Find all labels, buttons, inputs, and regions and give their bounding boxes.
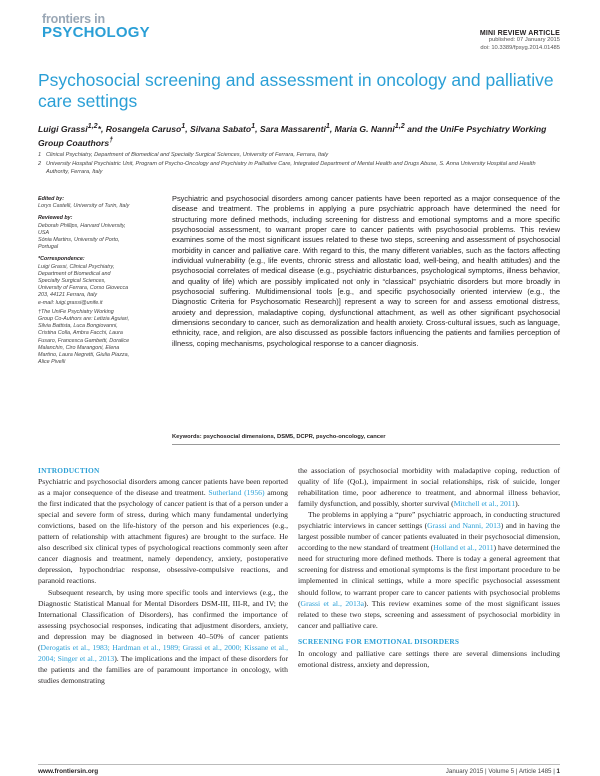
citation-link[interactable]: Grassi et al., 2013a (300, 598, 365, 608)
author-name[interactable]: Luigi Grassi (38, 123, 88, 134)
correspondence-email[interactable]: e-mail: luigi.grassi@unife.it (38, 299, 103, 306)
editor: Lorys Castelli, University of Turin, Italy (38, 203, 130, 210)
author-affiliation-mark: 1,2 (394, 122, 405, 130)
footer-issue: January 2015 | Volume 5 | Article 1485 | (445, 768, 557, 775)
paragraph: Psychiatric and psychosocial disorders among cancer patients have been reported as a major consequence of the disease and treatment. Sutherland (1956) among the first indicated that the psychology of cancer patient is that of a person under a special and severe form of stress, during which many fundamental underlying convictions, based on the life-history of the person and his experiences (e.g., pattern of relationship with attachment figures) are brought to the surface. He also described six clinical types of psychological reactions commonly seen after cancer diagnosis and treatment, namely dependency, anxiety, postoperative depression, hypochondriac response, obsessive-compulsive reactions, and paranoid reactions. (38, 477, 288, 586)
affiliation-item (38, 151, 558, 160)
paragraph: The problems in applying a “pure” psychiatric approach, in conducting structured psychiatric interviews in cancer settings (Grassi and Nanni, 2013) and in having the largest possible number of cancer patients evaluated in their psychosocial dimension, according to the new standard of treatment (Holland et al., 2011) have determined the need for structuring more defined methods. There is today a general agreement that screening for distress and emotional symptoms is the first important procedure to be implemented in clinical settings, while a more specific psychosocial assessment should follow, to warrant proper care to cancer patients with psychosocial problems (Grassi et al., 2013a). This review examines some of the most significant issues related to these two steps, screening and assessment of psychosocial morbidity in cancer and palliative care. (298, 510, 560, 630)
edited-by-label: Edited by: (38, 196, 65, 202)
affiliation-item (38, 160, 558, 177)
affiliation-number: 1 (38, 152, 42, 158)
reviewer: Sónia Martins, University of Porto, Portugal (38, 237, 120, 251)
author-name[interactable]: Sara Massarenti (259, 123, 326, 134)
section-heading-introduction: INTRODUCTION (38, 466, 100, 475)
author-separator: , (185, 123, 190, 134)
reviewer: Deborah Phillips, Harvard University, USA (38, 222, 126, 236)
author-affiliation-mark: 1 (325, 122, 330, 130)
keywords-divider (172, 444, 560, 445)
citation-link[interactable]: Holland et al., 2011 (433, 543, 494, 553)
section-heading-screening: SCREENING FOR EMOTIONAL DISORDERS (298, 636, 460, 646)
footer-issue-info (446, 768, 560, 775)
author-name[interactable]: Maria G. Nanni (334, 123, 395, 134)
affiliations (38, 151, 558, 177)
citation-link[interactable]: Sutherland (1956) (208, 488, 265, 498)
author-separator: and (404, 123, 425, 134)
citation-link[interactable]: Mitchell et al., 2011 (453, 499, 516, 509)
reviewed-by-label: Reviewed by: (38, 215, 73, 222)
body-column-left (38, 465, 288, 686)
correspondence-address: Luigi Grassi, Clinical Psychiatry, Department of Biomedical and Specialty Surgical Sciences, University of Ferrara, Corso Giovecca 203, 44121 Ferrara, Italy (38, 263, 129, 299)
affiliation-text: University Hospital Psychiatric Unit, Program of Psycho-Oncology and Psychiatry in Palliative Care, Integrated Department of Mental Health and Drugs Abuse, S. Anna University Hospital and Health Authority, Ferrara, Italy (46, 160, 536, 176)
author-affiliation-mark: † (109, 136, 114, 145)
article-sidebar (38, 196, 130, 366)
affiliation-text: Clinical Psychiatry, Department of Biomedical and Specialty Surgical Sciences, University of Ferrara, Ferrara, Italy (46, 152, 329, 158)
paragraph: the association of psychosocial morbidity with maladaptive coping, reduction of quality of life (QoL), impairment in social relationships, risk of suicide, longer rehabilitation time, poor adherence to treatment, and abnormal illness behavior, family dysfunction, and possibly, shorter survival (Mitchell et al., 2011). (298, 466, 560, 509)
author-name[interactable]: Silvana Sabato (190, 123, 252, 134)
journal-logo-line2: PSYCHOLOGY (42, 24, 150, 41)
affiliation-number: 2 (38, 160, 42, 167)
journal-logo-line1: frontiers in (42, 12, 105, 26)
coauthors-note: †The UniFe Psychiatry Working Group Co-Authors are: Letizia Aguiari, Silvia Battista, Luca Bongiovanni, Cristina Colla, Ambra Facchi, Laura Fusaro, Francesca Gambetti, Doralice Malanchin, Ciro Marangoni, Elena Martino, Laura Negretti, Giulia Piazza, Alice Pivelli (38, 308, 130, 366)
article-type: MINI REVIEW ARTICLE (479, 30, 560, 37)
article-meta (480, 30, 560, 52)
published-date: published: 07 January 2015 (488, 37, 560, 44)
abstract: Psychiatric and psychosocial disorders among cancer patients have been reported as a major consequence of the disease and treatment. The problems in applying a pure psychiatric approach have determined the need for structuring more defined methods, including screening for distress and emotional symptoms and a more specific psychosocial assessment, to warrant proper care to cancer patients with psychosocial problems. This review examines some of the most significant issues related to these two steps, screening and assessment of psychosocial morbidity in cancer and palliative care. With regard to this, the many different variables, such as the factors affecting individual vulnerability (e.g., life events, chronic stress and allostatic load, well-being, and health attitudes) and the psychosocial correlates of medical disease (e.g., psychiatric disturbances, psychological symptoms, illness behavior, and quality of life) which are possibly implicated not only in “classical” psychiatric disorders but more broadly in psychosocial suffering. Multidimensional tools [e.g., and specific psychosocially oriented interview (e.g., the Diagnostic Criteria for Psychosomatic Research)] represent a way to screen for and assess emotional distress, anxiety and depression, maladaptive coping, dysfunctional attachment, as well as other significant psychosocial dimensions secondary to cancer, such as demoralization and health anxiety. Cross-cultural issues, such as language, ethnicity, race, and religion, are also discussed as possible factors influencing the patients and families perception of illness, coping mechanisms, psychological response to a cancer diagnosis. (172, 194, 560, 348)
citation-link[interactable]: Derogatis et al., 1983; Hardman et al., 1989; Grassi et al., 2000; Kissane et al., 2004; Singer et al., 2013 (38, 642, 288, 663)
author-name[interactable]: the UniFe Psychiatry Working Group Coauthors (38, 123, 547, 149)
author-affiliation-mark: 1 (181, 122, 186, 130)
author-name[interactable]: Rosangela Caruso (105, 123, 182, 134)
keywords: Keywords: psychosocial dimensions, DSM5, DCPR, psycho-oncology, cancer (172, 434, 386, 440)
footer-website[interactable]: www.frontiersin.org (38, 768, 99, 775)
author-list (38, 121, 558, 150)
author-affiliation-mark: 1,2 (87, 122, 98, 130)
author-affiliation-mark: 1 (251, 122, 256, 130)
paragraph: In oncology and palliative care settings there are several dimensions including emotional distress, anxiety and depression, (298, 648, 560, 669)
author-separator: , (255, 123, 260, 134)
paragraph: Subsequent research, by using more specific tools and interviews (e.g., the Diagnostic Statistical Manual for Mental Disorders DSM-III, III-R, and IV; the International Classification of Disorders), has confirmed the importance of assessing psychosocial responses, indicating that adjustment disorders, anxiety, and depression may be diagnosed in between 40–50% of cancer patients (Derogatis et al., 1983; Hardman et al., 1989; Grassi et al., 2000; Kissane et al., 2004; Singer et al., 2013). The implications and the impact of these disorders for the patients and the families are of paramount importance in oncology, with studies demonstrating (38, 587, 289, 685)
author-separator: , (100, 123, 106, 134)
correspondence-label: *Correspondence: (38, 256, 85, 263)
citation-link[interactable]: Grassi and Nanni, 2013 (427, 521, 501, 531)
author-separator: , (329, 123, 335, 134)
footer-divider (38, 764, 560, 765)
doi: doi: 10.3389/fpsyg.2014.01485 (480, 44, 560, 51)
footer-page-number: 1 (556, 768, 560, 775)
body-column-right (298, 465, 560, 670)
author-corresponding-mark: * (97, 123, 101, 134)
article-title: Psychosocial screening and assessment in oncology and palliative care settings (38, 70, 554, 111)
